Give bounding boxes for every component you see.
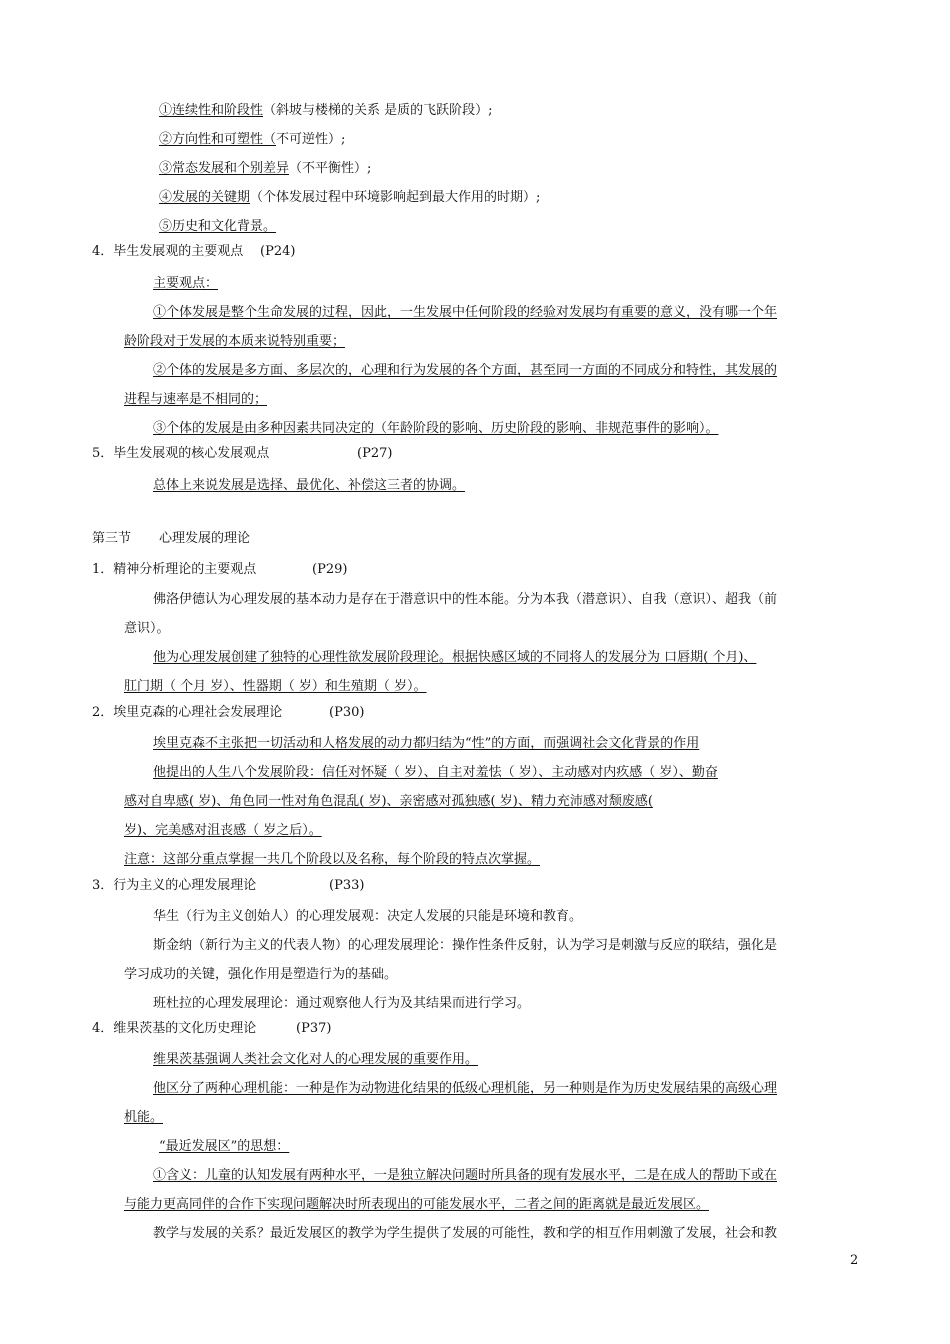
list-item-key: ③常态发展和个别差异 (159, 161, 290, 176)
paragraph-line: 华生（行为主义创始人）的心理发展观：决定人发展的只能是环境和教育。 (153, 909, 583, 924)
list-item: ⑤历史和文化背景。 (159, 219, 277, 234)
paragraph-line: 他区分了两种心理机能：一种是作为动物进化结果的低级心理机能，另一种则是作为历史发展结果的高级心理 (153, 1081, 778, 1096)
section-heading: 4．维果茨基的文化历史理论 (92, 1021, 257, 1036)
subheading: “最近发展区”的思想： (159, 1139, 290, 1154)
chapter-section-label: 第三节 (92, 531, 132, 546)
paragraph-line: 龄阶段对于发展的本质来说特别重要； (124, 334, 346, 349)
paragraph-line: ①含义：儿童的认知发展有两种水平，一是独立解决问题时所具备的现有发展水平，二是在成人的帮助下或在 (153, 1168, 778, 1183)
page-ref: (P30) (329, 705, 365, 720)
list-item-note: （斜坡与楼梯的关系 是质的飞跃阶段）; (263, 103, 493, 118)
page-ref: (P24) (260, 244, 296, 259)
paragraph-line: 他提出的人生八个发展阶段：信任对怀疑（ 岁）、自主对羞怯（ 岁）、主动感对内疚感（ 岁）、勤奋 (153, 765, 718, 780)
paragraph-line: 感对自卑感( 岁)、角色同一性对角色混乱( 岁)、亲密感对孤独感( 岁)、精力充沛感对颓废感( (124, 794, 653, 809)
list-item (159, 103, 493, 119)
paragraph-line: 教学与发展的关系？最近发展区的教学为学生提供了发展的可能性，教和学的相互作用刺激了发展，社会和教 (153, 1226, 778, 1241)
list-item-key: ④发展的关键期 (159, 190, 251, 205)
section-heading: 5．毕生发展观的核心发展观点 (92, 446, 270, 461)
subheading: 主要观点： (153, 276, 219, 291)
page-number: 2 (850, 1253, 859, 1268)
page-ref: (P33) (329, 878, 365, 893)
page-ref: (P37) (296, 1021, 332, 1036)
paragraph-line: ②个体的发展是多方面、多层次的，心理和行为发展的各个方面，甚至同一方面的不同成分和特性，其发展的 (153, 363, 778, 378)
paragraph-line: ①个体发展是整个生命发展的过程，因此，一生发展中任何阶段的经验对发展均有重要的意义，没有哪一个年 (153, 305, 778, 320)
paragraph-line: ③个体的发展是由多种因素共同决定的（年龄阶段的影响、历史阶段的影响、非规范事件的影响）。 (153, 421, 719, 436)
paragraph-line: 机能。 (124, 1110, 164, 1125)
paragraph-line: 肛门期（ 个月 岁）、性器期（ 岁）和生殖期（ 岁）。 (124, 679, 427, 694)
heading-text: 4．毕生发展观的主要观点 (92, 244, 244, 259)
paragraph-line: 埃里克森不主张把一切活动和人格发展的动力都归结为“性”的方面，而强调社会文化背景的作用 (153, 736, 700, 751)
paragraph-line: 他为心理发展创建了独特的心理性欲发展阶段理论。根据快感区域的不同将人的发展分为 口唇期( 个月)、 (153, 650, 757, 665)
paragraph-line: 维果茨基强调人类社会文化对人的心理发展的重要作用。 (153, 1052, 479, 1067)
list-item-note: （不平衡性）; (289, 161, 372, 176)
section-heading (92, 244, 243, 260)
paragraph-line: 意识）。 (124, 621, 170, 636)
paragraph-line: 斯金纳（新行为主义的代表人物）的心理发展理论：操作性条件反射，认为学习是刺激与反应的联结，强化是 (153, 938, 778, 953)
note-line: 注意：这部分重点掌握一共几个阶段以及名称，每个阶段的特点次掌握。 (124, 852, 541, 867)
list-item (159, 132, 345, 148)
list-item-key: ①连续性和阶段性 (159, 103, 264, 118)
page-ref: (P29) (312, 562, 348, 577)
section-heading: 1．精神分析理论的主要观点 (92, 562, 257, 577)
list-item (159, 161, 371, 177)
section-heading: 2．埃里克森的心理社会发展理论 (92, 705, 283, 720)
paragraph-line: 班杜拉的心理发展理论：通过观察他人行为及其结果而进行学习。 (153, 996, 531, 1011)
paragraph-line: 总体上来说发展是选择、最优化、补偿这三者的协调。 (153, 478, 466, 493)
paragraph-line: 与能力更高同伴的合作下实现问题解决时所表现出的可能发展水平，二者之间的距离就是最近发展区。 (124, 1197, 710, 1212)
paragraph-line: 学习成功的关键，强化作用是塑造行为的基础。 (124, 967, 398, 982)
paragraph-line: 进程与速率是不相同的； (124, 392, 268, 407)
section-heading: 3．行为主义的心理发展理论 (92, 878, 257, 893)
list-item-key: ②方向性和可塑性（ (159, 132, 277, 147)
list-item-note: 不可逆性）; (276, 132, 346, 147)
chapter-section-title: 心理发展的理论 (159, 531, 251, 546)
list-item (159, 190, 540, 206)
list-item-note: （个体发展过程中环境影响起到最大作用的时期）; (250, 190, 541, 205)
paragraph-line: 岁)、完美感对沮丧感（ 岁之后）。 (124, 823, 322, 838)
paragraph-line: 佛洛伊德认为心理发展的基本动力是存在于潜意识中的性本能。分为本我（潜意识）、自我（意识）、超我（前 (153, 592, 778, 607)
page-ref: (P27) (357, 446, 393, 461)
